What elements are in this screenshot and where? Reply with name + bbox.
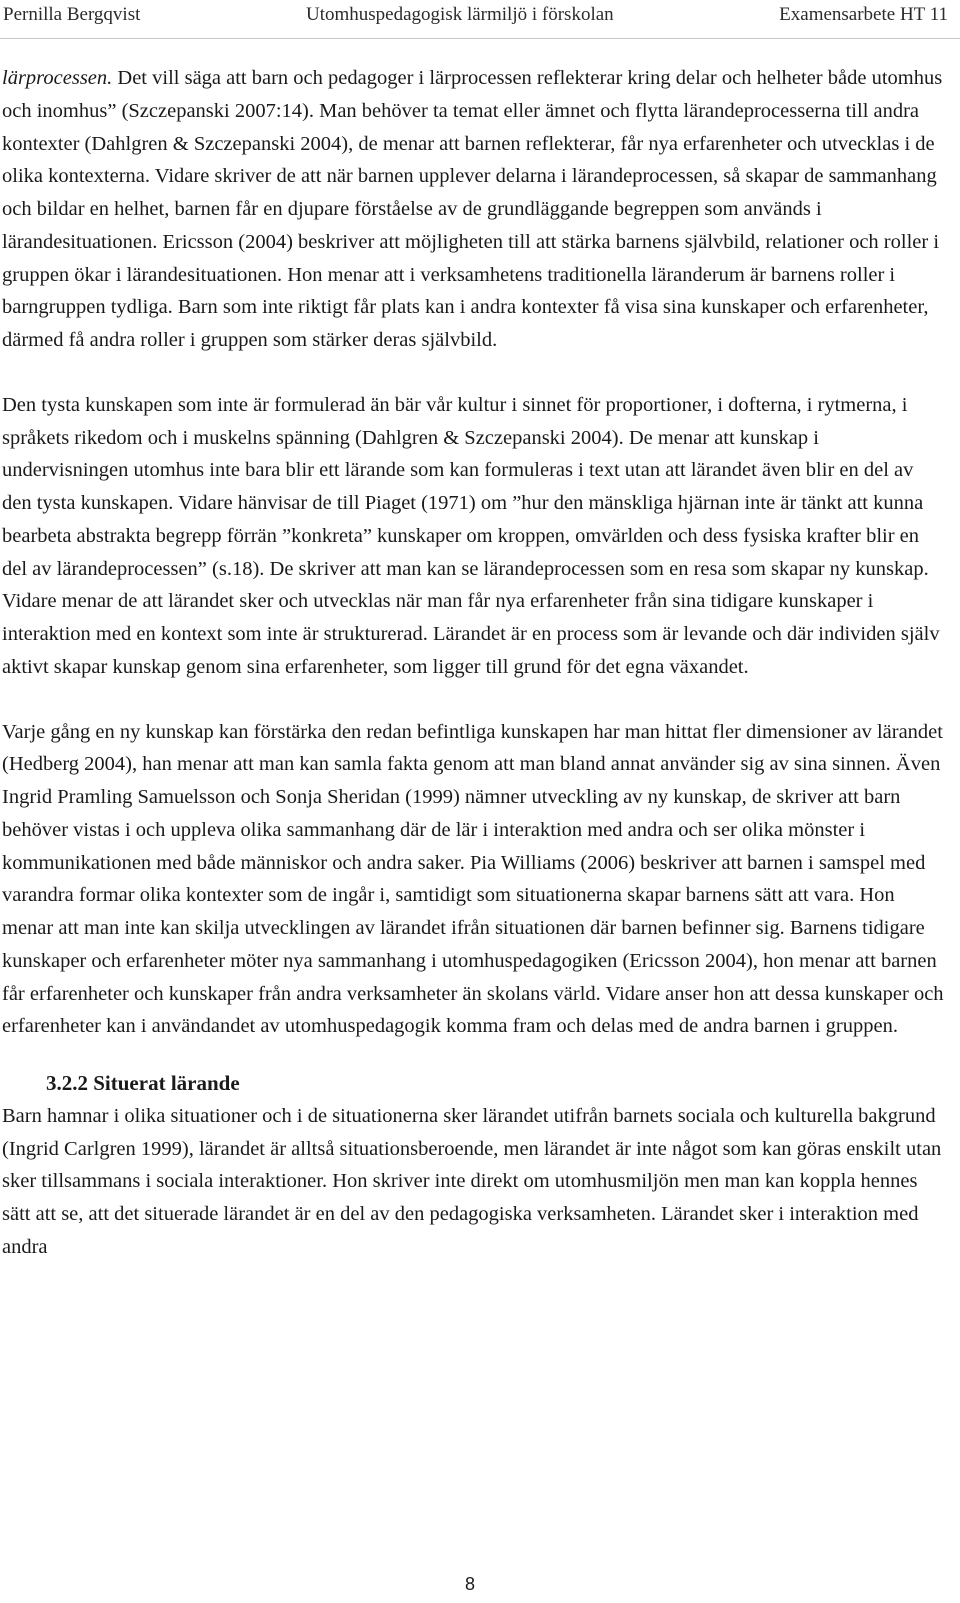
header-rule (0, 38, 960, 39)
paragraph-2: Den tysta kunskapen som inte är formulerad än bär vår kultur i sinnet för proportioner, i dofterna, i rytmerna, i språkets rikedom och i muskelns spänning (Dahlgren & Szczepanski 2004). De menar att kunskap i undervisningen utomhus inte bara blir ett lärande som kan formuleras i text utan att lärandet även blir en del av den tysta kunskapen. Vidare hänvisar de till Piaget (1971) om ”hur den mänskliga hjärnan inte är tänkt att kunna bearbeta abstrakta begrepp förrän ”konkreta” kunskaper om kroppen, omvärlden och dess fysiska krafter blir en del av lärandeprocessen” (s.18). De skriver att man kan se lärandeprocessen som en resa som skapar ny kunskap. Vidare menar de att lärandet sker och utvecklas när man får nya erfarenheter från sina tidigare kunskaper i interaktion med en kontext som inte är strukturerad. Lärandet är en process som är levande och där individen själv aktivt skapar kunskap genom sina erfarenheter, som ligger till grund för det egna växandet. (2, 393, 940, 678)
paragraph-1-text: Det vill säga att barn och pedagoger i lärprocessen reflekterar kring delar och helheter både utomhus och inomhus” (Szczepanski 2007:14). Man behöver ta temat eller ämnet och flytta lärandeprocesserna till andra kontexter (Dahlgren & Szczepanski 2004), de menar att barnen reflekterar, får nya erfarenheter och utvecklas i de olika kontexterna. Vidare skriver de att när barnen upplever delarna i lärandeprocessen, så skapar de sammanhang och bildar en helhet, barnen får en djupare förståelse av de grundläggande begreppen som används i lärandesituationen. Ericsson (2004) beskriver att möjligheten till att stärka barnens självbild, relationer och roller i gruppen ökar i lärandesituationen. Hon menar att i verksamhetens traditionella läranderum är barnens roller i barngruppen tydliga. Barn som inte riktigt får plats kan i andra kontexter få visa sina kunskaper och erfarenheter, därmed få andra roller i gruppen som stärker deras självbild. (2, 67, 943, 351)
paragraph-1 (2, 62, 948, 357)
paragraph-1-lead: lärprocessen. (2, 67, 113, 89)
page-body (2, 62, 948, 1264)
paragraph-spacer (2, 684, 948, 716)
paragraph-4: Barn hamnar i olika situationer och i de situationerna sker lärandet utifrån barnets sociala och kulturella bakgrund (Ingrid Carlgren 1999), lärandet är alltså situationsberoende, men lärandet är inte något som kan göras enskilt utan sker tillsammans i sociala interaktioner. Hon skriver inte direkt om utomhusmiljön men man kan koppla hennes sätt att se, att det situerade lärandet är en del av den pedagogiska verksamheten. Lärandet sker i interaktion med andra (2, 1104, 942, 1258)
paragraph-3: Varje gång en ny kunskap kan förstärka den redan befintliga kunskapen har man hittat fler dimensioner av lärandet (Hedberg 2004), han menar att man kan samla fakta genom att man bland annat använder sig av sina sinnen. Även Ingrid Pramling Samuelsson och Sonja Sheridan (1999) nämner utveckling av ny kunskap, de skriver att barn behöver vistas i och uppleva olika sammanhang där de lär i interaktion med andra och ser olika mönster i kommunikationen med både människor och andra saker. Pia Williams (2006) beskriver att barnen i samspel med varandra formar olika kontexter som de ingår i, samtidigt som situationerna skapar barnens sätt att vara. Hon menar att man inte kan skilja utvecklingen av lärandet ifrån situationen där barnen befinner sig. Barnens tidigare kunskaper och erfarenheter möter nya sammanhang i utomhuspedagogiken (Ericsson 2004), hon menar att barnen får erfarenheter och kunskaper från andra verksamheter än skolans värld. Vidare anser hon att dessa kunskaper och erfarenheter kan i användandet av utomhuspedagogik komma fram och delas med de andra barnen i gruppen. (2, 720, 944, 1038)
header-document-type: Examensarbete HT 11 (779, 4, 948, 25)
running-header (0, 0, 960, 38)
paragraph-spacer (2, 357, 948, 389)
section-heading: 3.2.2 Situerat lärande (46, 1071, 240, 1095)
header-title: Utomhuspedagogisk lärmiljö i förskolan (306, 4, 614, 25)
header-author: Pernilla Bergqvist (3, 4, 141, 25)
paragraph-spacer (2, 1043, 948, 1067)
page-number: 8 (464, 1574, 475, 1594)
